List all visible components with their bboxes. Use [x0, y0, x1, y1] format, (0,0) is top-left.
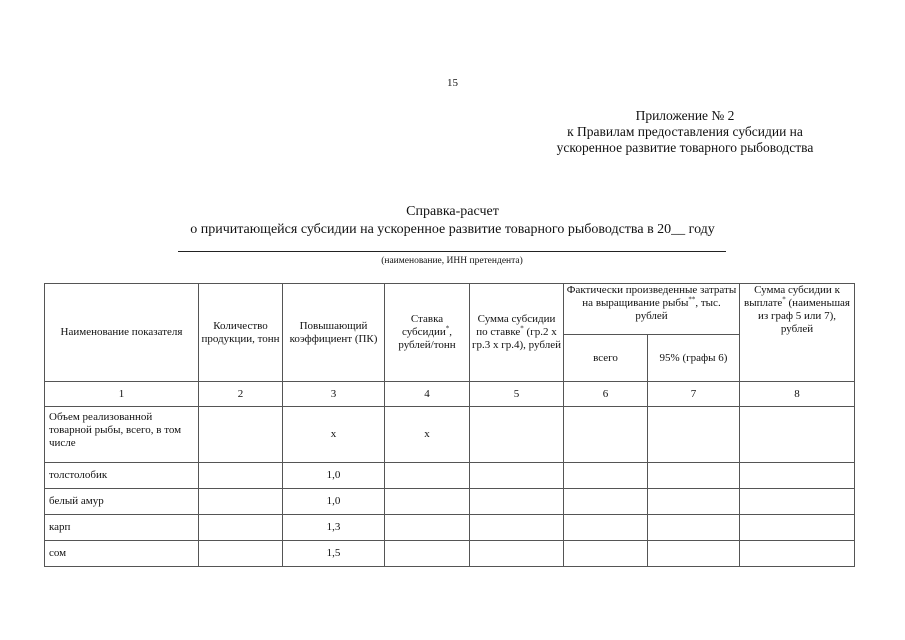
header-indicator: Наименование показателя [45, 284, 199, 382]
cell-rate [385, 463, 470, 489]
annex-header [510, 108, 860, 156]
cell-quantity [199, 489, 283, 515]
table-row [45, 489, 855, 515]
column-number: 1 [45, 382, 199, 407]
header-rate-text: Ставка субсидии [401, 313, 446, 338]
header-payout-rule: (наименьшая из граф 5 или 7), рублей [758, 297, 850, 335]
cell-actual-95 [648, 541, 740, 567]
cell-rate [385, 515, 470, 541]
cell-coefficient: 1,0 [283, 463, 385, 489]
cell-sum [470, 515, 564, 541]
header-actual-costs [564, 284, 740, 335]
cell-coefficient: 1,3 [283, 515, 385, 541]
column-number: 4 [385, 382, 470, 407]
cell-rate: х [385, 407, 470, 463]
applicant-name-caption: (наименование, ИНН претендента) [381, 256, 523, 266]
applicant-name-line [178, 251, 726, 252]
cell-actual-total [564, 463, 648, 489]
cell-actual-total [564, 407, 648, 463]
cell-quantity [199, 541, 283, 567]
table-row-total [45, 407, 855, 463]
page-number: 15 [447, 77, 458, 89]
row-label: сом [45, 541, 199, 567]
cell-actual-95 [648, 407, 740, 463]
cell-payout [740, 407, 855, 463]
header-sum-text: Сумма субсидии по ставке [476, 313, 556, 338]
cell-actual-95 [648, 515, 740, 541]
cell-actual-95 [648, 489, 740, 515]
cell-rate [385, 489, 470, 515]
cell-sum [470, 489, 564, 515]
cell-actual-total [564, 541, 648, 567]
cell-actual-95 [648, 463, 740, 489]
header-payout-text: Сумма субсидии к выплате [744, 284, 840, 309]
annex-line-1: Приложение № 2 [635, 108, 735, 123]
table-row [45, 515, 855, 541]
cell-coefficient: 1,5 [283, 541, 385, 567]
header-payout [740, 284, 855, 382]
row-label: белый амур [45, 489, 199, 515]
header-sum-formula: (гр.2 х гр.3 х гр.4), рублей [472, 326, 561, 351]
header-actual-95: 95% (графы 6) [648, 335, 740, 382]
header-actual-unit: , тыс. рублей [635, 297, 721, 322]
header-rate-unit: , рублей/тонн [398, 326, 456, 351]
annex-line-3: ускоренное развитие товарного рыбоводства [556, 140, 814, 155]
header-rate-footnote-mark: * [445, 324, 450, 333]
column-number: 6 [564, 382, 648, 407]
document-subtitle: о причитающейся субсидии на ускоренное развитие товарного рыбоводства в 20__ году [190, 222, 715, 237]
header-row [45, 284, 855, 335]
row-label: толстолобик [45, 463, 199, 489]
cell-quantity [199, 515, 283, 541]
cell-coefficient: х [283, 407, 385, 463]
header-quantity: Количество продукции, тонн [199, 284, 283, 382]
header-coefficient: Повышающий коэффициент (ПК) [283, 284, 385, 382]
cell-payout [740, 489, 855, 515]
header-actual-footnote-mark: ** [688, 295, 696, 304]
cell-coefficient: 1,0 [283, 489, 385, 515]
cell-quantity [199, 463, 283, 489]
cell-sum [470, 407, 564, 463]
cell-sum [470, 541, 564, 567]
cell-payout [740, 463, 855, 489]
table-row [45, 463, 855, 489]
header-sum-footnote-mark: * [520, 324, 524, 333]
cell-payout [740, 541, 855, 567]
column-number: 3 [283, 382, 385, 407]
cell-quantity [199, 407, 283, 463]
header-actual-text: Фактически произведенные затраты на выращивание рыбы [566, 284, 737, 309]
header-payout-footnote-mark: * [782, 295, 786, 304]
annex-line-2: к Правилам предоставления субсидии на [567, 124, 803, 139]
subsidy-calculation-table [44, 283, 855, 567]
column-number: 5 [470, 382, 564, 407]
row-label: Объем реализованной товарной рыбы, всего, в том числе [45, 407, 199, 463]
column-numbers-row [45, 382, 855, 407]
cell-actual-total [564, 515, 648, 541]
header-sum-by-rate [470, 284, 564, 382]
cell-actual-total [564, 489, 648, 515]
header-rate [385, 284, 470, 382]
table-row [45, 541, 855, 567]
cell-rate [385, 541, 470, 567]
document-title: Справка-расчет [406, 204, 499, 219]
header-actual-total: всего [564, 335, 648, 382]
column-number: 8 [740, 382, 855, 407]
column-number: 2 [199, 382, 283, 407]
cell-sum [470, 463, 564, 489]
cell-payout [740, 515, 855, 541]
column-number: 7 [648, 382, 740, 407]
row-label: карп [45, 515, 199, 541]
